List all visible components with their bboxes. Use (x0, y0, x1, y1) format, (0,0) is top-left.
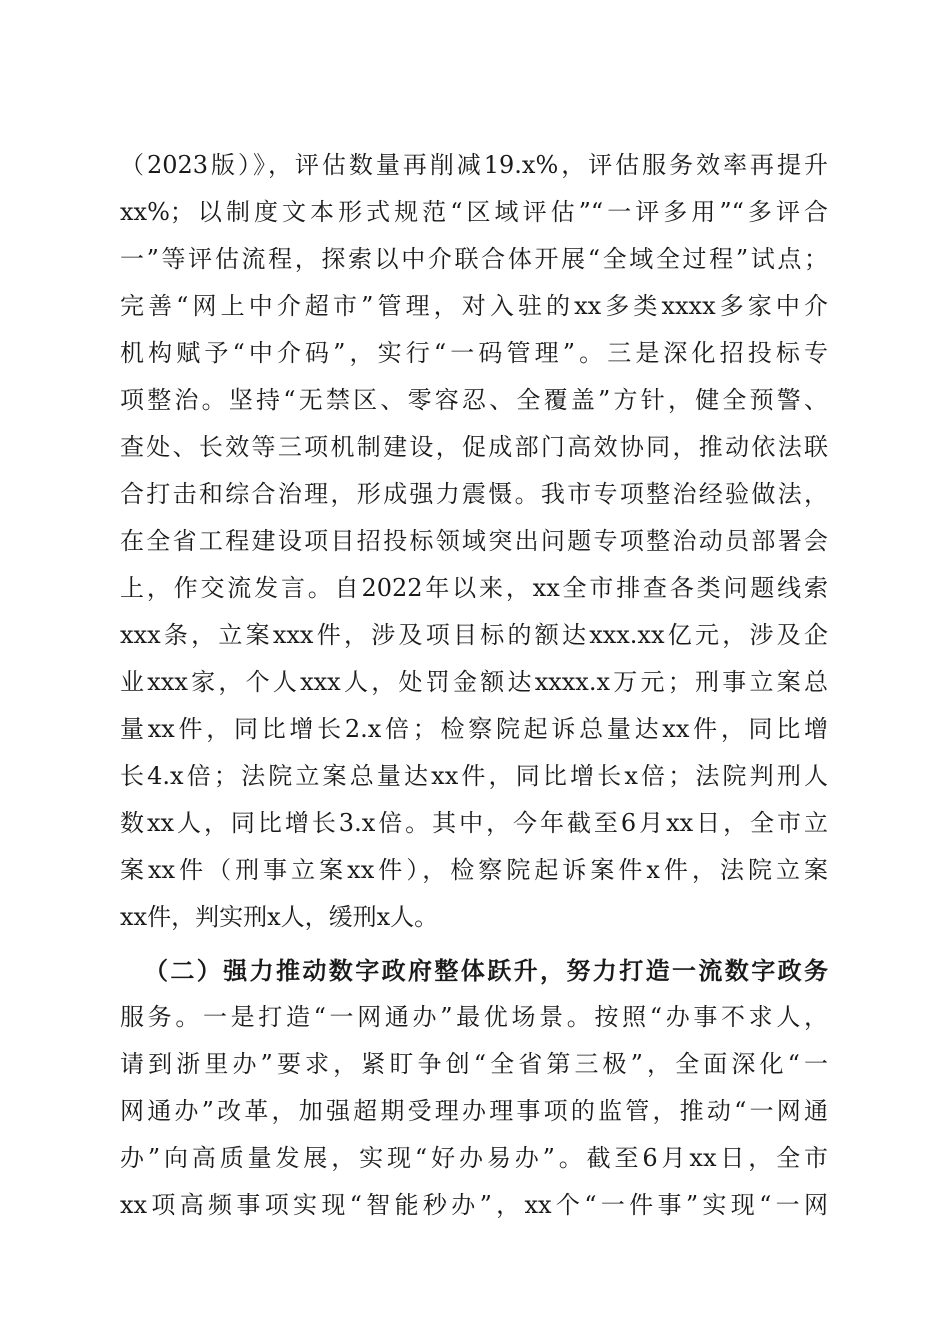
paragraph-evaluation-and-bidding (120, 142, 828, 941)
text-line: 长4.x倍；法院立案总量达xx件，同比增长x倍；法院判刑人 (120, 762, 828, 790)
text-line: 案xx件（刑事立案xx件），检察院起诉案件x件，法院立案 (120, 856, 828, 884)
paragraph-digital-government (120, 947, 828, 1229)
text-line: 服务。一是打造“一网通办”最优场景。按照“办事不求人， (120, 1003, 828, 1031)
text-line: xx件，判实刑x人，缓刑x人。 (120, 903, 439, 931)
text-line: （2023版）》，评估数量再削减19.x%，评估服务效率再提升 (120, 151, 828, 179)
text-line: 查处、长效等三项机制建设，促成部门高效协同，推动依法联 (120, 433, 828, 461)
text-line: 数xx人，同比增长3.x倍。其中，今年截至6月xx日，全市立 (120, 809, 828, 837)
text-line: 网通办”改革，加强超期受理办理事项的监管，推动“一网通 (120, 1097, 828, 1125)
text-line: 请到浙里办”要求，紧盯争创“全省第三极”，全面深化“一 (120, 1050, 828, 1078)
text-line: 完善“网上中介超市”管理，对入驻的xx多类xxxx多家中介 (120, 292, 828, 320)
text-line: xx%；以制度文本形式规范“区域评估”“一评多用”“多评合 (120, 198, 828, 226)
text-line: 一”等评估流程，探索以中介联合体开展“全域全过程”试点； (120, 245, 828, 273)
text-line: 上，作交流发言。自2022年以来，xx全市排查各类问题线索 (120, 574, 828, 602)
text-line: 合打击和综合治理，形成强力震慑。我市专项整治经验做法， (120, 480, 828, 508)
text-line: xx项高频事项实现“智能秒办”，xx个“一件事”实现“一网 (120, 1191, 828, 1219)
text-line: 项整治。坚持“无禁区、零容忍、全覆盖”方针，健全预警、 (120, 386, 828, 414)
text-line: 量xx件，同比增长2.x倍；检察院起诉总量达xx件，同比增 (120, 715, 828, 743)
text-line: xxx条，立案xxx件，涉及项目标的额达xxx.xx亿元，涉及企 (120, 621, 828, 649)
text-line: 机构赋予“中介码”，实行“一码管理”。三是深化招投标专 (120, 339, 828, 367)
document-body (120, 142, 828, 1229)
text-line: 业xxx家，个人xxx人，处罚金额达xxxx.x万元；刑事立案总 (120, 668, 828, 696)
text-line: 在全省工程建设项目招投标领域突出问题专项整治动员部署会 (120, 527, 828, 555)
text-line: 办”向高质量发展，实现“好办易办”。截至6月xx日，全市 (120, 1144, 828, 1172)
section-heading: （二）强力推动数字政府整体跃升，努力打造一流数字政务 (144, 956, 828, 985)
